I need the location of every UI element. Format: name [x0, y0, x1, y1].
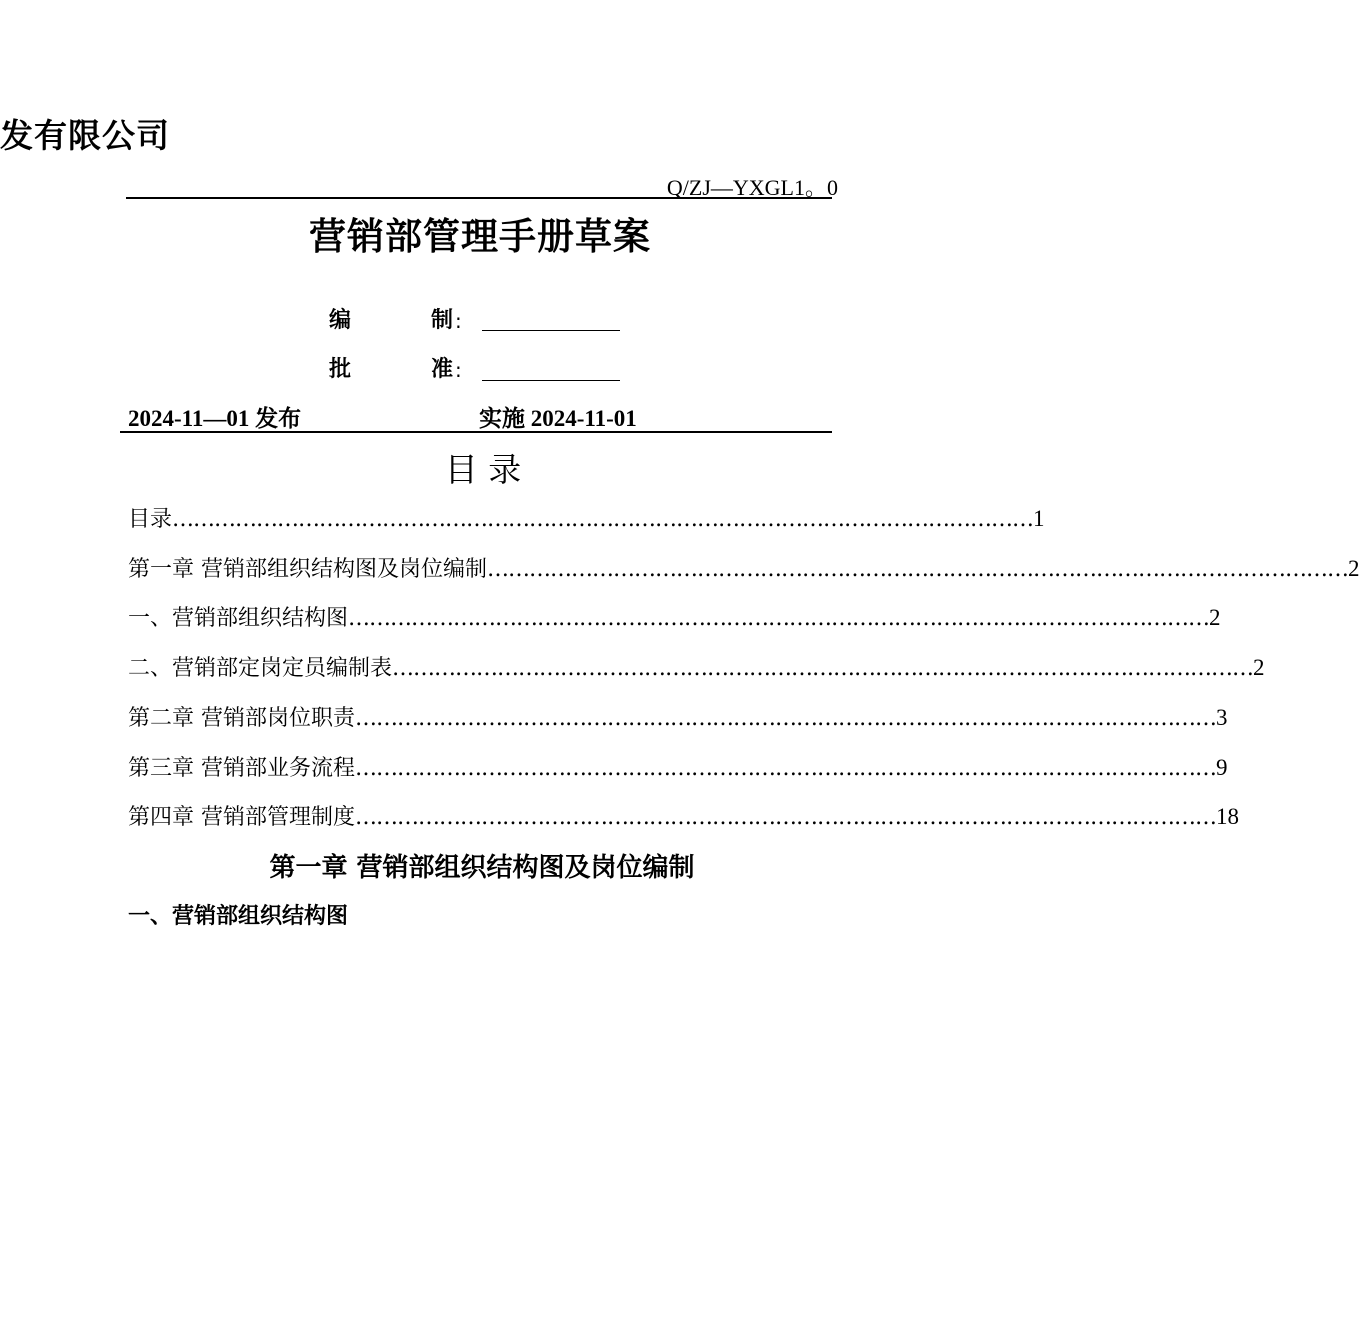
- toc-leader-dots: ……………………………………………………………………………………………………………: [355, 706, 1216, 731]
- document-number: Q/ZJ—YXGL1。0: [666, 175, 838, 200]
- toc-entry[interactable]: [128, 504, 1045, 534]
- toc-entry[interactable]: [128, 603, 1221, 633]
- toc-page-number: 3: [1216, 705, 1228, 730]
- effective-date: 2024-11-01: [530, 406, 637, 431]
- effective-date-line: [479, 404, 637, 434]
- signature-label-second-char: 准: [431, 357, 454, 382]
- section-heading: 一、营销部组织结构图: [128, 904, 349, 929]
- signature-label-first-char: 批: [329, 357, 352, 382]
- signature-colon: :: [455, 358, 462, 382]
- toc-page-number: 18: [1216, 804, 1239, 829]
- toc-entry-text: 第四章 营销部管理制度: [128, 805, 355, 830]
- toc-entry-text: 目录: [128, 507, 173, 532]
- signature-blank-line: [482, 330, 620, 331]
- page-title: 营销部管理手册草案: [309, 215, 651, 258]
- toc-entry-text: 第三章 营销部业务流程: [128, 756, 355, 781]
- toc-entry-text: 二、营销部定岗定员编制表: [128, 656, 393, 681]
- toc-title: 目 录: [444, 450, 522, 489]
- toc-page-number: 1: [1033, 506, 1045, 531]
- toc-leader-dots: ……………………………………………………………………………………………………………: [392, 656, 1254, 681]
- toc-entry[interactable]: [128, 653, 1265, 683]
- toc-entry-text: 一、营销部组织结构图: [128, 606, 349, 631]
- toc-page-number: 9: [1216, 755, 1228, 780]
- toc-leader-dots: ……………………………………………………………………………………………………………: [348, 606, 1210, 631]
- toc-page-number: 2: [1348, 556, 1360, 581]
- date-rule: [120, 431, 832, 433]
- signature-label-second-char: 制: [431, 308, 454, 333]
- publish-date: 2024-11—01: [128, 406, 250, 431]
- toc-page-number: 2: [1253, 655, 1265, 680]
- chapter-heading: 第一章 营销部组织结构图及岗位编制: [269, 853, 695, 883]
- toc-entry[interactable]: [128, 753, 1228, 783]
- toc-page-number: 2: [1209, 605, 1221, 630]
- header-rule: [126, 197, 832, 199]
- toc-entry[interactable]: [128, 703, 1228, 733]
- signature-label-first-char: 编: [329, 308, 352, 333]
- signature-blank-line: [482, 380, 620, 381]
- toc-leader-dots: ……………………………………………………………………………………………………………: [355, 756, 1216, 781]
- signature-colon: :: [455, 309, 462, 333]
- toc-entry[interactable]: [128, 802, 1239, 832]
- toc-entry[interactable]: [128, 554, 1360, 584]
- toc-leader-dots: ……………………………………………………………………………………………………………: [355, 805, 1216, 830]
- toc-leader-dots: ……………………………………………………………………………………………………………: [172, 507, 1034, 532]
- publish-date-line: [128, 404, 301, 434]
- toc-entry-text: 第二章 营销部岗位职责: [128, 706, 355, 731]
- effective-word: 实施: [479, 406, 525, 432]
- toc-entry-text: 第一章 营销部组织结构图及岗位编制: [128, 557, 487, 582]
- company-name: 发有限公司: [0, 116, 170, 155]
- toc-leader-dots: ……………………………………………………………………………………………………………: [487, 557, 1348, 582]
- publish-word: 发布: [255, 406, 302, 432]
